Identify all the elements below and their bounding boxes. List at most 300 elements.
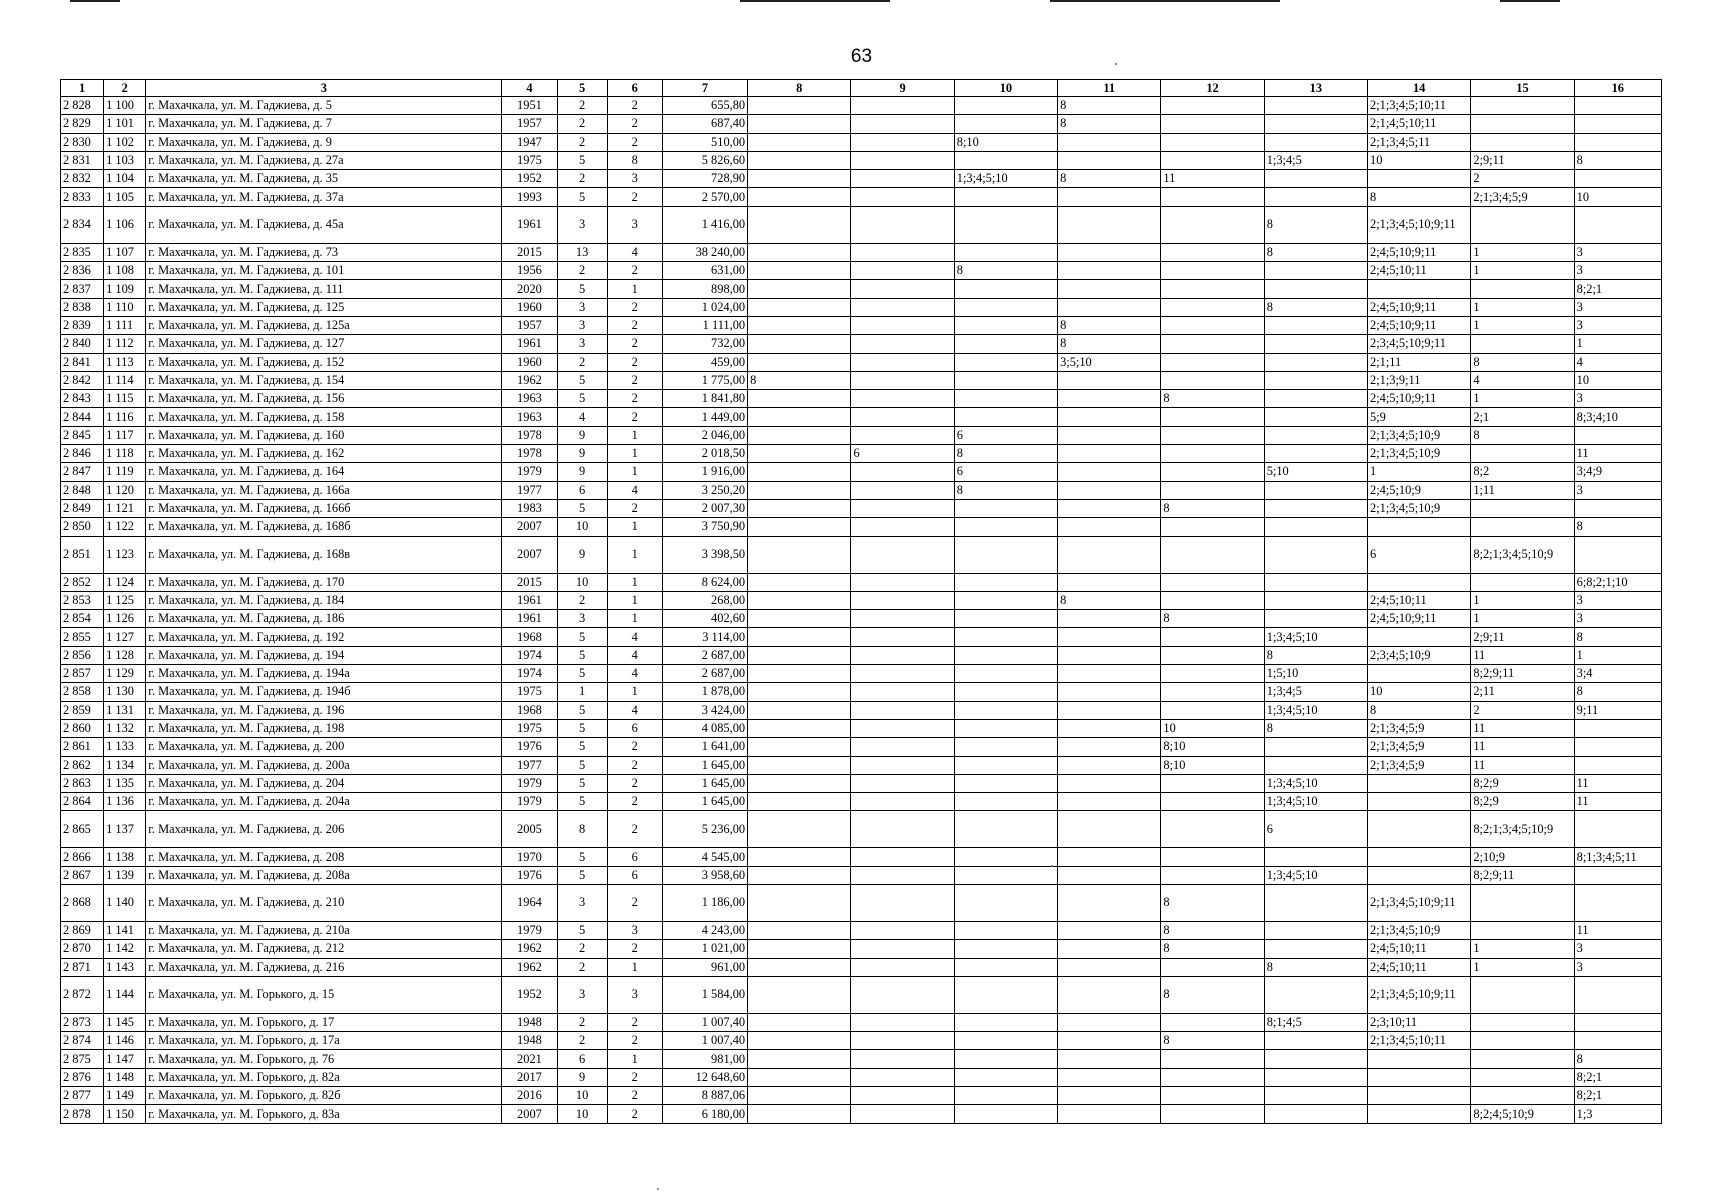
cell-floors: 5 xyxy=(557,793,607,811)
cell-area: 1 416,00 xyxy=(662,206,747,243)
cell-col9 xyxy=(851,793,954,811)
cell-area: 687,40 xyxy=(662,115,747,133)
cell-col10 xyxy=(954,188,1057,206)
table-row xyxy=(61,426,1662,444)
cell-floors: 9 xyxy=(557,536,607,573)
cell-col16: 1 xyxy=(1574,335,1661,353)
cell-col14 xyxy=(1368,1050,1471,1068)
cell-house-no: 1 143 xyxy=(104,958,146,976)
cell-house-no: 1 147 xyxy=(104,1050,146,1068)
cell-col9 xyxy=(851,262,954,280)
cell-col16: 11 xyxy=(1574,793,1661,811)
cell-col14: 2;4;5;10;9;11 xyxy=(1368,610,1471,628)
cell-col10 xyxy=(954,921,1057,939)
cell-col13: 1;3;4;5;10 xyxy=(1264,774,1367,792)
cell-col12 xyxy=(1161,371,1264,389)
cell-row-no: 2 878 xyxy=(61,1105,104,1123)
cell-col12 xyxy=(1161,848,1264,866)
cell-col9 xyxy=(851,151,954,169)
cell-col11 xyxy=(1058,1068,1161,1086)
cell-area: 728,90 xyxy=(662,170,747,188)
cell-col9 xyxy=(851,1013,954,1031)
cell-floors: 5 xyxy=(557,701,607,719)
column-header-11: 11 xyxy=(1058,80,1161,97)
cell-col16: 8;2;1 xyxy=(1574,1087,1661,1105)
cell-house-no: 1 145 xyxy=(104,1013,146,1031)
cell-year: 1962 xyxy=(502,940,557,958)
cell-col8 xyxy=(748,115,851,133)
cell-col9 xyxy=(851,280,954,298)
cell-floors: 3 xyxy=(557,316,607,334)
cell-col16: 4 xyxy=(1574,353,1661,371)
cell-col15: 11 xyxy=(1471,646,1574,664)
cell-col10 xyxy=(954,1087,1057,1105)
cell-col12 xyxy=(1161,426,1264,444)
cell-house-no: 1 101 xyxy=(104,115,146,133)
cell-col9 xyxy=(851,940,954,958)
cell-col10 xyxy=(954,499,1057,517)
cell-col13 xyxy=(1264,591,1367,609)
cell-col14: 8 xyxy=(1368,188,1471,206)
cell-area: 5 236,00 xyxy=(662,811,747,848)
cell-col10 xyxy=(954,1013,1057,1031)
cell-col14: 2;1;3;4;5;9 xyxy=(1368,738,1471,756)
table-row xyxy=(61,811,1662,848)
cell-floors: 2 xyxy=(557,591,607,609)
cell-address: г. Махачкала, ул. М. Гаджиева, д. 5 xyxy=(146,97,502,115)
cell-col16: 11 xyxy=(1574,445,1661,463)
cell-year: 1993 xyxy=(502,188,557,206)
cell-address: г. Махачкала, ул. М. Гаджиева, д. 200 xyxy=(146,738,502,756)
cell-col10 xyxy=(954,665,1057,683)
cell-col15: 2;11 xyxy=(1471,683,1574,701)
page-number: 63 xyxy=(850,46,873,67)
cell-col9: 6 xyxy=(851,445,954,463)
cell-col8 xyxy=(748,335,851,353)
cell-address: г. Махачкала, ул. М. Гаджиева, д. 210 xyxy=(146,884,502,921)
cell-col16: 8 xyxy=(1574,151,1661,169)
cell-col11 xyxy=(1058,646,1161,664)
cell-col8 xyxy=(748,390,851,408)
cell-year: 1947 xyxy=(502,133,557,151)
column-header-4: 4 xyxy=(502,80,557,97)
cell-entrances: 1 xyxy=(607,445,662,463)
cell-col15: 1 xyxy=(1471,298,1574,316)
cell-col12 xyxy=(1161,518,1264,536)
cell-col13 xyxy=(1264,353,1367,371)
cell-floors: 5 xyxy=(557,719,607,737)
cell-area: 1 111,00 xyxy=(662,316,747,334)
cell-col16 xyxy=(1574,719,1661,737)
cell-entrances: 4 xyxy=(607,646,662,664)
cell-address: г. Махачкала, ул. М. Горького, д. 17 xyxy=(146,1013,502,1031)
cell-year: 2007 xyxy=(502,518,557,536)
cell-col13: 1;3;4;5;10 xyxy=(1264,866,1367,884)
column-header-13: 13 xyxy=(1264,80,1367,97)
cell-col16 xyxy=(1574,133,1661,151)
cell-area: 38 240,00 xyxy=(662,243,747,261)
cell-floors: 9 xyxy=(557,426,607,444)
cell-area: 3 750,90 xyxy=(662,518,747,536)
cell-col8 xyxy=(748,774,851,792)
cell-floors: 5 xyxy=(557,188,607,206)
cell-col12: 8;10 xyxy=(1161,738,1264,756)
cell-col16: 8 xyxy=(1574,518,1661,536)
cell-col8 xyxy=(748,97,851,115)
cell-col12 xyxy=(1161,1050,1264,1068)
cell-col11 xyxy=(1058,701,1161,719)
cell-year: 1975 xyxy=(502,719,557,737)
cell-row-no: 2 843 xyxy=(61,390,104,408)
cell-col9 xyxy=(851,921,954,939)
cell-col9 xyxy=(851,463,954,481)
cell-house-no: 1 118 xyxy=(104,445,146,463)
cell-house-no: 1 141 xyxy=(104,921,146,939)
cell-col12 xyxy=(1161,665,1264,683)
cell-entrances: 2 xyxy=(607,499,662,517)
cell-col12 xyxy=(1161,536,1264,573)
table-row xyxy=(61,628,1662,646)
cell-col16: 8 xyxy=(1574,683,1661,701)
cell-floors: 5 xyxy=(557,921,607,939)
cell-col15 xyxy=(1471,1032,1574,1050)
cell-area: 4 085,00 xyxy=(662,719,747,737)
column-header-5: 5 xyxy=(557,80,607,97)
cell-col12 xyxy=(1161,280,1264,298)
cell-col15: 1 xyxy=(1471,316,1574,334)
cell-house-no: 1 136 xyxy=(104,793,146,811)
cell-area: 459,00 xyxy=(662,353,747,371)
cell-house-no: 1 110 xyxy=(104,298,146,316)
cell-col15: 11 xyxy=(1471,756,1574,774)
cell-col15 xyxy=(1471,573,1574,591)
cell-col11 xyxy=(1058,280,1161,298)
cell-col15: 11 xyxy=(1471,719,1574,737)
table-row xyxy=(61,499,1662,517)
cell-col9 xyxy=(851,1050,954,1068)
cell-address: г. Махачкала, ул. М. Гаджиева, д. 204а xyxy=(146,793,502,811)
cell-entrances: 6 xyxy=(607,848,662,866)
cell-col16 xyxy=(1574,884,1661,921)
cell-house-no: 1 106 xyxy=(104,206,146,243)
cell-address: г. Махачкала, ул. М. Гаджиева, д. 160 xyxy=(146,426,502,444)
cell-col8 xyxy=(748,793,851,811)
cell-col8 xyxy=(748,206,851,243)
cell-col8 xyxy=(748,1087,851,1105)
cell-col11 xyxy=(1058,756,1161,774)
cell-col11 xyxy=(1058,628,1161,646)
cell-house-no: 1 112 xyxy=(104,335,146,353)
cell-col14: 2;1;3;4;5;9 xyxy=(1368,719,1471,737)
cell-row-no: 2 839 xyxy=(61,316,104,334)
cell-col16 xyxy=(1574,1013,1661,1031)
column-header-2: 2 xyxy=(104,80,146,97)
cell-house-no: 1 122 xyxy=(104,518,146,536)
cell-house-no: 1 114 xyxy=(104,371,146,389)
cell-row-no: 2 859 xyxy=(61,701,104,719)
cell-entrances: 2 xyxy=(607,188,662,206)
cell-area: 1 007,40 xyxy=(662,1013,747,1031)
cell-col11 xyxy=(1058,811,1161,848)
cell-col11 xyxy=(1058,610,1161,628)
cell-area: 1 584,00 xyxy=(662,976,747,1013)
cell-col9 xyxy=(851,481,954,499)
cell-address: г. Махачкала, ул. М. Гаджиева, д. 111 xyxy=(146,280,502,298)
cell-area: 268,00 xyxy=(662,591,747,609)
cell-col15: 8;2 xyxy=(1471,463,1574,481)
table-row xyxy=(61,866,1662,884)
cell-col10 xyxy=(954,1105,1057,1123)
cell-col9 xyxy=(851,756,954,774)
cell-col14 xyxy=(1368,793,1471,811)
cell-house-no: 1 127 xyxy=(104,628,146,646)
cell-floors: 5 xyxy=(557,646,607,664)
cell-address: г. Махачкала, ул. М. Горького, д. 15 xyxy=(146,976,502,1013)
table-row xyxy=(61,353,1662,371)
scan-speck xyxy=(1051,865,1053,867)
table-row xyxy=(61,1105,1662,1123)
cell-address: г. Махачкала, ул. М. Гаджиева, д. 206 xyxy=(146,811,502,848)
cell-col14 xyxy=(1368,866,1471,884)
cell-col9 xyxy=(851,353,954,371)
cell-year: 1948 xyxy=(502,1013,557,1031)
cell-col11 xyxy=(1058,719,1161,737)
cell-col8 xyxy=(748,591,851,609)
cell-house-no: 1 133 xyxy=(104,738,146,756)
cell-col9 xyxy=(851,133,954,151)
cell-col13 xyxy=(1264,756,1367,774)
cell-col14: 10 xyxy=(1368,151,1471,169)
cell-col8 xyxy=(748,243,851,261)
cell-house-no: 1 102 xyxy=(104,133,146,151)
table-row xyxy=(61,316,1662,334)
cell-col11 xyxy=(1058,738,1161,756)
cell-col8 xyxy=(748,481,851,499)
cell-house-no: 1 146 xyxy=(104,1032,146,1050)
table-row xyxy=(61,536,1662,573)
table-row xyxy=(61,683,1662,701)
cell-col9 xyxy=(851,206,954,243)
cell-col12: 8 xyxy=(1161,610,1264,628)
cell-col15 xyxy=(1471,518,1574,536)
cell-col15: 1 xyxy=(1471,390,1574,408)
cell-entrances: 2 xyxy=(607,262,662,280)
cell-col10 xyxy=(954,610,1057,628)
cell-col13: 1;5;10 xyxy=(1264,665,1367,683)
cell-entrances: 2 xyxy=(607,738,662,756)
cell-col13 xyxy=(1264,115,1367,133)
cell-floors: 1 xyxy=(557,683,607,701)
cell-year: 2007 xyxy=(502,536,557,573)
table-row xyxy=(61,756,1662,774)
cell-col11: 8 xyxy=(1058,591,1161,609)
cell-col13 xyxy=(1264,371,1367,389)
cell-row-no: 2 840 xyxy=(61,335,104,353)
cell-col8 xyxy=(748,316,851,334)
cell-col15 xyxy=(1471,1087,1574,1105)
cell-floors: 2 xyxy=(557,940,607,958)
table-row xyxy=(61,665,1662,683)
cell-col13: 8 xyxy=(1264,719,1367,737)
cell-col10 xyxy=(954,756,1057,774)
cell-year: 2007 xyxy=(502,1105,557,1123)
cell-col13 xyxy=(1264,499,1367,517)
cell-col14: 2;4;5;10;11 xyxy=(1368,958,1471,976)
cell-area: 631,00 xyxy=(662,262,747,280)
cell-col14: 2;1;11 xyxy=(1368,353,1471,371)
cell-floors: 3 xyxy=(557,884,607,921)
header-row xyxy=(61,80,1662,97)
cell-col13 xyxy=(1264,921,1367,939)
cell-entrances: 1 xyxy=(607,683,662,701)
cell-house-no: 1 105 xyxy=(104,188,146,206)
cell-col11 xyxy=(1058,298,1161,316)
cell-year: 1960 xyxy=(502,298,557,316)
cell-col13 xyxy=(1264,573,1367,591)
cell-col11 xyxy=(1058,188,1161,206)
cell-row-no: 2 831 xyxy=(61,151,104,169)
cell-area: 3 958,60 xyxy=(662,866,747,884)
cell-area: 3 398,50 xyxy=(662,536,747,573)
cell-address: г. Махачкала, ул. М. Гаджиева, д. 166б xyxy=(146,499,502,517)
cell-col8 xyxy=(748,628,851,646)
cell-house-no: 1 132 xyxy=(104,719,146,737)
cell-col16: 1 xyxy=(1574,646,1661,664)
cell-address: г. Махачкала, ул. М. Гаджиева, д. 216 xyxy=(146,958,502,976)
cell-year: 1952 xyxy=(502,976,557,1013)
cell-col13: 8 xyxy=(1264,646,1367,664)
cell-col14: 2;1;3;4;5;9 xyxy=(1368,756,1471,774)
cell-col16: 8;2;1 xyxy=(1574,280,1661,298)
cell-col13 xyxy=(1264,610,1367,628)
cell-col10 xyxy=(954,774,1057,792)
cell-col15 xyxy=(1471,335,1574,353)
cell-floors: 6 xyxy=(557,1050,607,1068)
cell-col14: 10 xyxy=(1368,683,1471,701)
table-row xyxy=(61,976,1662,1013)
cell-col12 xyxy=(1161,151,1264,169)
cell-col10 xyxy=(954,1032,1057,1050)
cell-row-no: 2 855 xyxy=(61,628,104,646)
cell-entrances: 1 xyxy=(607,610,662,628)
cell-col16: 3 xyxy=(1574,591,1661,609)
cell-area: 981,00 xyxy=(662,1050,747,1068)
cell-col10 xyxy=(954,206,1057,243)
cell-col16 xyxy=(1574,976,1661,1013)
cell-col16: 3;4;9 xyxy=(1574,463,1661,481)
cell-floors: 5 xyxy=(557,151,607,169)
cell-col12 xyxy=(1161,445,1264,463)
cell-row-no: 2 837 xyxy=(61,280,104,298)
cell-area: 1 645,00 xyxy=(662,793,747,811)
cell-col14: 2;4;5;10;9;11 xyxy=(1368,298,1471,316)
cell-col16: 9;11 xyxy=(1574,701,1661,719)
cell-floors: 3 xyxy=(557,610,607,628)
cell-entrances: 1 xyxy=(607,426,662,444)
cell-address: г. Махачкала, ул. М. Гаджиева, д. 168б xyxy=(146,518,502,536)
cell-house-no: 1 125 xyxy=(104,591,146,609)
cell-col9 xyxy=(851,958,954,976)
cell-col10 xyxy=(954,701,1057,719)
cell-col8 xyxy=(748,262,851,280)
cell-year: 1970 xyxy=(502,848,557,866)
cell-row-no: 2 866 xyxy=(61,848,104,866)
cell-col10 xyxy=(954,591,1057,609)
cell-col12 xyxy=(1161,573,1264,591)
cell-col14 xyxy=(1368,665,1471,683)
cell-floors: 2 xyxy=(557,133,607,151)
cell-row-no: 2 870 xyxy=(61,940,104,958)
cell-floors: 8 xyxy=(557,811,607,848)
cell-year: 1960 xyxy=(502,353,557,371)
cell-col12 xyxy=(1161,958,1264,976)
cell-year: 1961 xyxy=(502,591,557,609)
cell-row-no: 2 874 xyxy=(61,1032,104,1050)
cell-row-no: 2 869 xyxy=(61,921,104,939)
cell-area: 2 018,50 xyxy=(662,445,747,463)
cell-col14 xyxy=(1368,170,1471,188)
cell-col16 xyxy=(1574,499,1661,517)
cell-address: г. Махачкала, ул. М. Гаджиева, д. 196 xyxy=(146,701,502,719)
cell-col12 xyxy=(1161,1013,1264,1031)
cell-col11 xyxy=(1058,1087,1161,1105)
cell-col15 xyxy=(1471,445,1574,463)
cell-col8 xyxy=(748,866,851,884)
cell-col16: 11 xyxy=(1574,921,1661,939)
cell-row-no: 2 848 xyxy=(61,481,104,499)
cell-col16 xyxy=(1574,756,1661,774)
cell-col16 xyxy=(1574,738,1661,756)
cell-house-no: 1 108 xyxy=(104,262,146,280)
cell-col10 xyxy=(954,719,1057,737)
cell-year: 1963 xyxy=(502,390,557,408)
cell-area: 2 046,00 xyxy=(662,426,747,444)
cell-col9 xyxy=(851,1032,954,1050)
cell-col15: 1 xyxy=(1471,262,1574,280)
cell-col14: 2;1;3;9;11 xyxy=(1368,371,1471,389)
cell-year: 1968 xyxy=(502,628,557,646)
cell-floors: 2 xyxy=(557,1013,607,1031)
cell-entrances: 2 xyxy=(607,1105,662,1123)
cell-entrances: 2 xyxy=(607,115,662,133)
cell-area: 3 114,00 xyxy=(662,628,747,646)
cell-col9 xyxy=(851,610,954,628)
cell-floors: 2 xyxy=(557,262,607,280)
cell-col15 xyxy=(1471,499,1574,517)
table-row xyxy=(61,1013,1662,1031)
cell-col9 xyxy=(851,371,954,389)
cell-entrances: 2 xyxy=(607,298,662,316)
cell-col13 xyxy=(1264,976,1367,1013)
cell-col13 xyxy=(1264,390,1367,408)
cell-col9 xyxy=(851,536,954,573)
cell-col16: 8 xyxy=(1574,1050,1661,1068)
cell-area: 2 687,00 xyxy=(662,646,747,664)
cell-col8 xyxy=(748,170,851,188)
cell-col14: 8 xyxy=(1368,701,1471,719)
cell-col8 xyxy=(748,426,851,444)
cell-col15 xyxy=(1471,280,1574,298)
cell-col10 xyxy=(954,353,1057,371)
cell-col13 xyxy=(1264,1105,1367,1123)
cell-entrances: 3 xyxy=(607,206,662,243)
cell-floors: 9 xyxy=(557,1068,607,1086)
cell-address: г. Махачкала, ул. М. Горького, д. 83а xyxy=(146,1105,502,1123)
cell-col13: 8 xyxy=(1264,958,1367,976)
cell-col16: 3 xyxy=(1574,243,1661,261)
cell-col12 xyxy=(1161,1087,1264,1105)
cell-col14: 2;4;5;10;11 xyxy=(1368,940,1471,958)
